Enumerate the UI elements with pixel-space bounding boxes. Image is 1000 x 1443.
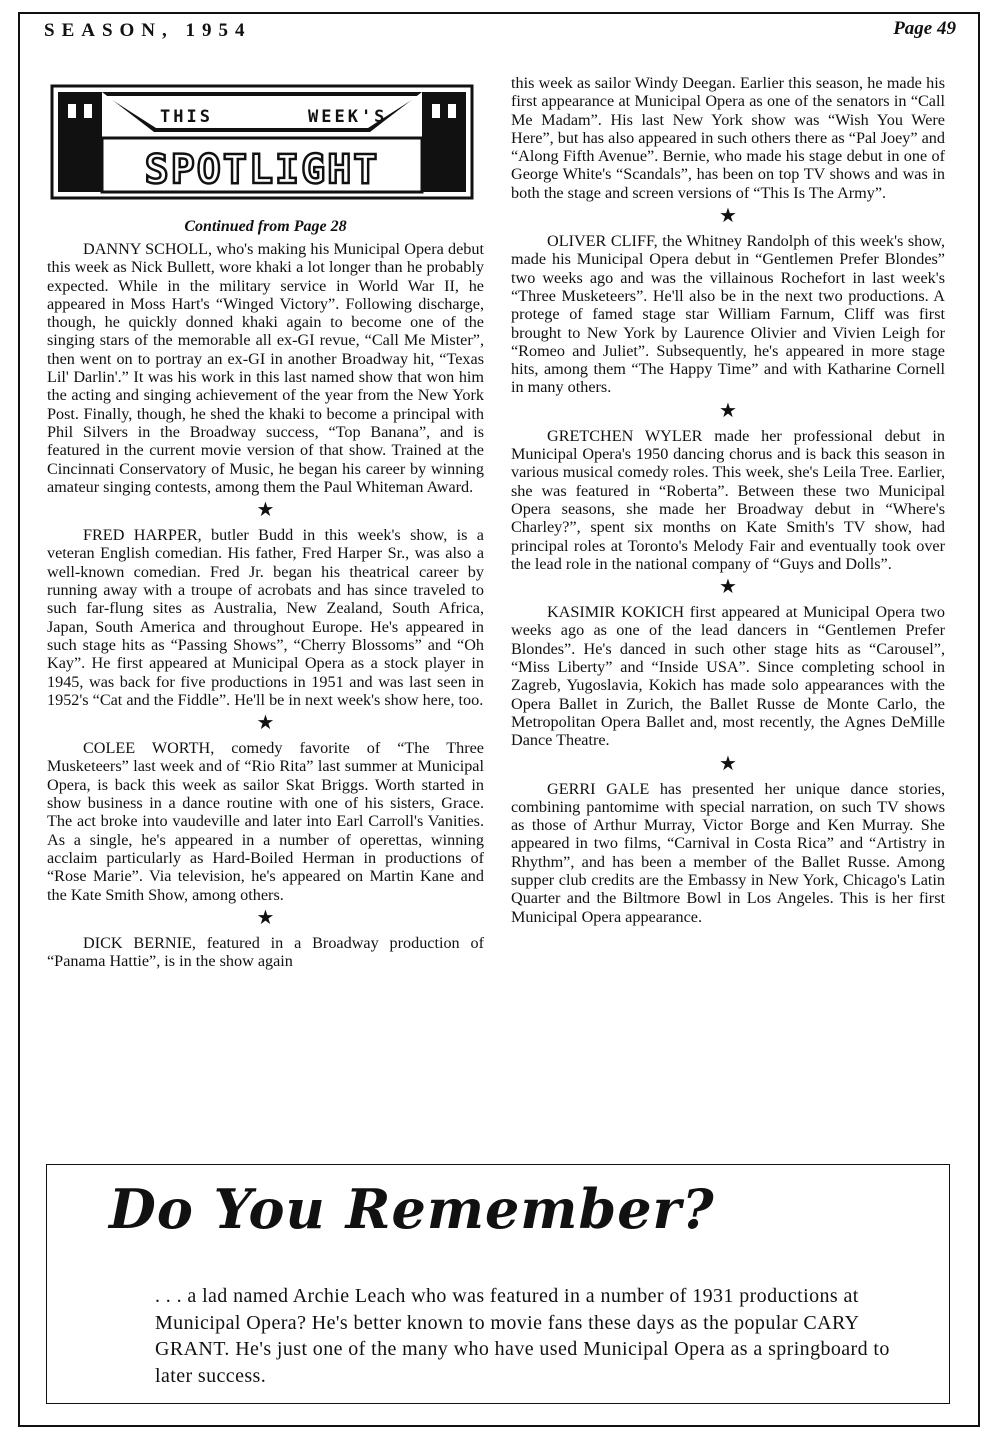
- bio-colee-worth: COLEE WORTH, comedy favorite of “The Three Musketeers” last week and of “Rio Rita” last summer at Municipal Opera, is back this week as sailor Skat Briggs. Worth started in show business in a dance routine with one of his sisters, Grace. The act broke into vaudeville and later into Earl Carroll's Vanities. As a single, he's appeared in a number of operettas, winning acclaim particularly as Hard-Boiled Herman in productions of “Rose Marie”. Via television, he's appeared on Martin Kane and the Kate Smith Show, among others.: [47, 739, 484, 904]
- banner-word-this: THIS: [160, 107, 213, 127]
- bio-gerri-gale: GERRI GALE has presented her unique dance stories, combining pantomime with special narration, on such TV shows as those of Arthur Murray, Victor Borge and Ken Murray. She appeared in two films, “Carnival in Costa Rica” and “Artistry in Rhythm”, and has been a member of the Ballet Russe. Among supper club credits are the Embassy in New York, Chicago's Latin Quarter and the Biltmore Bowl in Los Angeles. This is her first Municipal Opera appearance.: [511, 779, 945, 926]
- banner-window: [448, 104, 456, 118]
- star-separator: ★: [719, 576, 737, 599]
- banner-window: [432, 104, 440, 118]
- left-column: [47, 240, 484, 970]
- star-separator: ★: [256, 712, 275, 735]
- banner-word-weeks: WEEK'S: [308, 107, 388, 127]
- star-separator: ★: [719, 752, 737, 775]
- banner-left-tower: [58, 92, 102, 192]
- continued-caption: Continued from Page 28: [184, 218, 347, 235]
- do-you-remember-box: [46, 1164, 950, 1404]
- banner-word-spotlight: SPOTLIGHT: [144, 147, 380, 193]
- bio-danny-scholl: DANNY SCHOLL, who's making his Municipal Opera debut this week as Nick Bullett, wore khaki a lot longer than he probably expected. While in the military service in World War II, he appeared in Moss Hart's “Winged Victory”. Following discharge, though, he quickly donned khaki again to become one of the singing stars of the memorable all ex-GI revue, “Call Me Mister”, then went on to portray an ex-GI in another Broadway hit, “Texas Lil' Darlin'.” It was his work in this last named show that won him the acting and singing achievement of the year from the New York Post. Finally, though, he shed the khaki to become a principal with Phil Silvers in the Broadway success, “Top Banana”, and is featured in the current movie version of that show. Trained at the Cincinnati Conservatory of Music, he began his career by winning amateur singing contests, among them the Paul Whiteman Award.: [47, 240, 484, 496]
- banner-window: [68, 104, 76, 118]
- banner-window: [84, 104, 92, 118]
- star-separator: ★: [719, 205, 737, 228]
- page-number: Page 49: [893, 18, 956, 39]
- bio-dick-bernie-start: DICK BERNIE, featured in a Broadway production of “Panama Hattie”, is in the show again: [47, 933, 484, 971]
- star-separator: ★: [256, 499, 275, 522]
- banner-right-tower: [422, 92, 466, 192]
- bio-oliver-cliff: OLIVER CLIFF, the Whitney Randolph of this week's show, made his Municipal Opera debut in “Gentlemen Prefer Blondes” two weeks ago and was the villainous Rochefort in last week's “Three Musketeers”. He'll also be in the next two productions. A protege of famed stage star William Farnum, Cliff was first brought to New York by Laurence Olivier and Vivien Leigh for “Romeo and Juliet”. Subsequently, he's appeared in more stage hits, among them “The Happy Time” and with Katharine Cornell in many others.: [511, 232, 945, 397]
- star-separator: ★: [256, 906, 275, 929]
- right-column: [511, 74, 945, 926]
- do-you-remember-title: Do You Remember?: [109, 1177, 715, 1241]
- bio-fred-harper: FRED HARPER, butler Budd in this week's show, is a veteran English comedian. His father, Fred Harper Sr., was also a well-known comedian. Fred Jr. began his theatrical career by running away with a troupe of acrobats and has since traveled to such far-flung sites as Australia, New Zealand, South Africa, Japan, South America and throughout Europe. He's appeared in such stage hits as “Passing Shows”, “Cherry Blossoms” and “Oh Kay”. He first appeared at Municipal Opera as a stock player in 1945, was back for five productions in 1951 and was last seen in 1952's “Cat and the Fiddle”. He'll be in next week's show here, too.: [47, 526, 484, 709]
- do-you-remember-text: . . . a lad named Archie Leach who was featured in a number of 1931 productions at Municipal Opera? He's better known to movie fans these days as the popular CARY GRANT. He's just one of the many who have used Municipal Opera as a springboard to later success.: [155, 1285, 890, 1387]
- bio-kasimir-kokich: KASIMIR KOKICH first appeared at Municipal Opera two weeks ago as one of the lead dancers in “Gentlemen Prefer Blondes”. He's danced in such other stage hits as “Carousel”, “Miss Liberty” and “Inside USA”. Since completing school in Zagreb, Yugoslavia, Kokich has made solo appearances with the Opera Ballet in Zurich, the Ballet Russe de Monte Carlo, the Metropolitan Opera Ballet and, most recently, the Agnes DeMille Dance Theatre.: [511, 603, 945, 750]
- star-separator: ★: [719, 399, 737, 422]
- spotlight-banner: [50, 80, 474, 200]
- season-label: SEASON, 1954: [44, 20, 252, 41]
- bio-dick-bernie-continued: this week as sailor Windy Deegan. Earlier this season, he made his first appearance at Municipal Opera as one of the senators in “Call Me Madam”. His last New York show was “Wish You Were Here”, but has also appeared in such others there as “Pal Joey” and “Along Fifth Avenue”. Bernie, who made his stage debut in one of George White's “Scandals”, has been on top TV shows and was in both the stage and screen versions of “This Is The Army”.: [511, 74, 945, 202]
- page-header: [44, 18, 956, 46]
- bio-gretchen-wyler: GRETCHEN WYLER made her professional debut in Municipal Opera's 1950 dancing chorus and is back this season in various musical comedy roles. This week, she's Leila Tree. Earlier, she was featured in “Roberta”. Between these two Municipal Opera seasons, she made her Broadway debut in “Where's Charley?”, spent six months on Kate Smith's TV show, had principal roles at Toronto's Melody Fair and eventually took over the lead role in the national company of “Guys and Dolls”.: [511, 426, 945, 573]
